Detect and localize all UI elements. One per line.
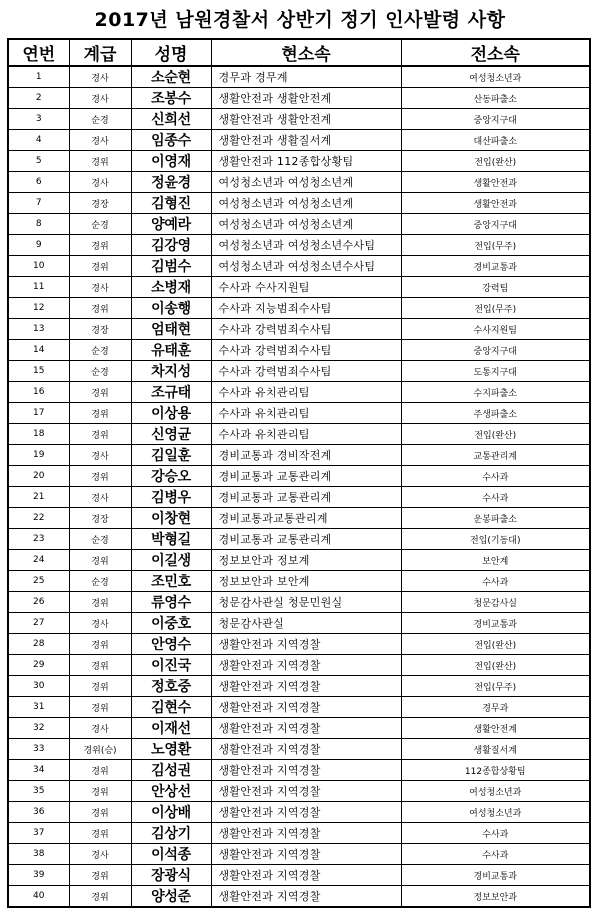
cell-rank: 경사 bbox=[69, 66, 131, 88]
table-row bbox=[8, 865, 590, 886]
cell-current: 생활안전과 지역경찰 bbox=[211, 718, 401, 739]
cell-previous: 수사과 bbox=[401, 823, 590, 844]
cell-rank: 순경 bbox=[69, 214, 131, 235]
cell-previous: 경비교통과 bbox=[401, 256, 590, 277]
cell-previous: 대산파출소 bbox=[401, 130, 590, 151]
cell-name: 조민호 bbox=[131, 571, 211, 592]
cell-rank: 경위 bbox=[69, 466, 131, 487]
table-row bbox=[8, 340, 590, 361]
cell-no: 18 bbox=[8, 424, 69, 445]
cell-previous: 생활질서계 bbox=[401, 739, 590, 760]
cell-current: 생활안전과 지역경찰 bbox=[211, 886, 401, 908]
cell-name: 엄태현 bbox=[131, 319, 211, 340]
table-row bbox=[8, 361, 590, 382]
cell-rank: 경사 bbox=[69, 844, 131, 865]
table-row bbox=[8, 193, 590, 214]
cell-previous: 수사과 bbox=[401, 487, 590, 508]
cell-no: 19 bbox=[8, 445, 69, 466]
cell-previous: 경무과 bbox=[401, 697, 590, 718]
cell-no: 8 bbox=[8, 214, 69, 235]
cell-rank: 경위 bbox=[69, 256, 131, 277]
table-row bbox=[8, 277, 590, 298]
cell-previous: 여성청소년과 bbox=[401, 66, 590, 88]
cell-rank: 경위 bbox=[69, 676, 131, 697]
cell-previous: 전입(완산) bbox=[401, 424, 590, 445]
cell-previous: 산동파출소 bbox=[401, 88, 590, 109]
cell-rank: 경사 bbox=[69, 613, 131, 634]
cell-no: 23 bbox=[8, 529, 69, 550]
cell-current: 생활안전과 지역경찰 bbox=[211, 865, 401, 886]
cell-no: 31 bbox=[8, 697, 69, 718]
table-row bbox=[8, 676, 590, 697]
cell-current: 여성청소년과 여성청소년수사팀 bbox=[211, 235, 401, 256]
cell-rank: 경위 bbox=[69, 151, 131, 172]
cell-rank: 경위 bbox=[69, 823, 131, 844]
cell-rank: 경위 bbox=[69, 760, 131, 781]
table-row bbox=[8, 781, 590, 802]
cell-current: 청문감사관실 청문민원실 bbox=[211, 592, 401, 613]
table-row bbox=[8, 298, 590, 319]
cell-rank: 경위 bbox=[69, 865, 131, 886]
cell-rank: 순경 bbox=[69, 361, 131, 382]
cell-name: 장광식 bbox=[131, 865, 211, 886]
cell-previous: 112종합상황팀 bbox=[401, 760, 590, 781]
cell-current: 여성청소년과 여성청소년계 bbox=[211, 214, 401, 235]
cell-no: 35 bbox=[8, 781, 69, 802]
table-header-row bbox=[8, 39, 590, 66]
cell-previous: 경비교통과 bbox=[401, 865, 590, 886]
cell-name: 소병재 bbox=[131, 277, 211, 298]
table-row bbox=[8, 445, 590, 466]
cell-rank: 경장 bbox=[69, 193, 131, 214]
table-row bbox=[8, 424, 590, 445]
cell-no: 6 bbox=[8, 172, 69, 193]
header-previous: 전소속 bbox=[401, 39, 590, 66]
cell-previous: 중앙지구대 bbox=[401, 340, 590, 361]
cell-rank: 경위 bbox=[69, 634, 131, 655]
cell-current: 생활안전과 지역경찰 bbox=[211, 760, 401, 781]
cell-no: 15 bbox=[8, 361, 69, 382]
cell-current: 생활안전과 지역경찰 bbox=[211, 634, 401, 655]
cell-current: 생활안전과 지역경찰 bbox=[211, 781, 401, 802]
cell-previous: 전입(무주) bbox=[401, 676, 590, 697]
cell-rank: 경장 bbox=[69, 319, 131, 340]
cell-no: 17 bbox=[8, 403, 69, 424]
cell-current: 생활안전과 112종합상황팀 bbox=[211, 151, 401, 172]
cell-rank: 경위 bbox=[69, 802, 131, 823]
cell-current: 경비교통과 교통관리계 bbox=[211, 487, 401, 508]
cell-rank: 경위 bbox=[69, 298, 131, 319]
cell-rank: 순경 bbox=[69, 109, 131, 130]
cell-no: 21 bbox=[8, 487, 69, 508]
cell-rank: 순경 bbox=[69, 571, 131, 592]
cell-name: 이송행 bbox=[131, 298, 211, 319]
cell-name: 양예라 bbox=[131, 214, 211, 235]
cell-no: 36 bbox=[8, 802, 69, 823]
cell-no: 9 bbox=[8, 235, 69, 256]
cell-no: 25 bbox=[8, 571, 69, 592]
cell-name: 김강영 bbox=[131, 235, 211, 256]
header-name: 성명 bbox=[131, 39, 211, 66]
cell-no: 5 bbox=[8, 151, 69, 172]
cell-name: 이영재 bbox=[131, 151, 211, 172]
cell-no: 14 bbox=[8, 340, 69, 361]
cell-previous: 운봉파출소 bbox=[401, 508, 590, 529]
cell-current: 경비교통과 경비작전계 bbox=[211, 445, 401, 466]
cell-rank: 경위 bbox=[69, 655, 131, 676]
cell-name: 신영균 bbox=[131, 424, 211, 445]
table-row bbox=[8, 319, 590, 340]
cell-current: 생활안전과 생활질서계 bbox=[211, 130, 401, 151]
table-row bbox=[8, 172, 590, 193]
cell-rank: 경사 bbox=[69, 445, 131, 466]
cell-previous: 수사과 bbox=[401, 844, 590, 865]
cell-rank: 경위 bbox=[69, 697, 131, 718]
cell-no: 7 bbox=[8, 193, 69, 214]
cell-current: 여성청소년과 여성청소년계 bbox=[211, 172, 401, 193]
table-row bbox=[8, 256, 590, 277]
cell-name: 김일훈 bbox=[131, 445, 211, 466]
cell-current: 생활안전과 생활안전계 bbox=[211, 88, 401, 109]
cell-rank: 경사 bbox=[69, 172, 131, 193]
table-row bbox=[8, 592, 590, 613]
table-row bbox=[8, 886, 590, 908]
cell-current: 수사과 유치관리팀 bbox=[211, 424, 401, 445]
cell-name: 김범수 bbox=[131, 256, 211, 277]
table-row bbox=[8, 718, 590, 739]
cell-no: 10 bbox=[8, 256, 69, 277]
personnel-table bbox=[7, 38, 591, 908]
cell-name: 정윤경 bbox=[131, 172, 211, 193]
cell-name: 안상선 bbox=[131, 781, 211, 802]
cell-current: 생활안전과 생활안전계 bbox=[211, 109, 401, 130]
cell-name: 안영수 bbox=[131, 634, 211, 655]
cell-no: 27 bbox=[8, 613, 69, 634]
cell-current: 생활안전과 지역경찰 bbox=[211, 676, 401, 697]
cell-rank: 순경 bbox=[69, 529, 131, 550]
cell-previous: 생활안전과 bbox=[401, 193, 590, 214]
table-row bbox=[8, 130, 590, 151]
table-row bbox=[8, 697, 590, 718]
cell-previous: 도통지구대 bbox=[401, 361, 590, 382]
cell-current: 수사과 강력범죄수사팀 bbox=[211, 340, 401, 361]
cell-previous: 생활안전계 bbox=[401, 718, 590, 739]
table-row bbox=[8, 655, 590, 676]
cell-current: 여성청소년과 여성청소년수사팀 bbox=[211, 256, 401, 277]
cell-previous: 전입(완산) bbox=[401, 151, 590, 172]
table-row bbox=[8, 760, 590, 781]
cell-name: 정호중 bbox=[131, 676, 211, 697]
table-row bbox=[8, 529, 590, 550]
cell-current: 생활안전과 지역경찰 bbox=[211, 844, 401, 865]
cell-no: 32 bbox=[8, 718, 69, 739]
table-row bbox=[8, 508, 590, 529]
cell-no: 30 bbox=[8, 676, 69, 697]
cell-name: 신희선 bbox=[131, 109, 211, 130]
cell-name: 김성권 bbox=[131, 760, 211, 781]
cell-previous: 수지파출소 bbox=[401, 382, 590, 403]
header-no: 연번 bbox=[8, 39, 69, 66]
cell-name: 이길생 bbox=[131, 550, 211, 571]
cell-name: 소순현 bbox=[131, 66, 211, 88]
table-row bbox=[8, 571, 590, 592]
cell-rank: 경사 bbox=[69, 487, 131, 508]
cell-rank: 경위(승) bbox=[69, 739, 131, 760]
table-row bbox=[8, 214, 590, 235]
table-row bbox=[8, 634, 590, 655]
cell-previous: 수사과 bbox=[401, 466, 590, 487]
cell-previous: 보안계 bbox=[401, 550, 590, 571]
cell-name: 이진국 bbox=[131, 655, 211, 676]
cell-rank: 경위 bbox=[69, 235, 131, 256]
table-row bbox=[8, 613, 590, 634]
cell-current: 경비교통과 교통관리계 bbox=[211, 466, 401, 487]
cell-no: 37 bbox=[8, 823, 69, 844]
cell-current: 생활안전과 지역경찰 bbox=[211, 802, 401, 823]
cell-rank: 경위 bbox=[69, 886, 131, 908]
cell-rank: 경사 bbox=[69, 277, 131, 298]
cell-current: 수사과 유치관리팀 bbox=[211, 382, 401, 403]
cell-no: 33 bbox=[8, 739, 69, 760]
cell-no: 11 bbox=[8, 277, 69, 298]
cell-current: 수사과 유치관리팀 bbox=[211, 403, 401, 424]
cell-name: 유태훈 bbox=[131, 340, 211, 361]
cell-previous: 전입(완산) bbox=[401, 655, 590, 676]
cell-rank: 순경 bbox=[69, 340, 131, 361]
cell-name: 김현수 bbox=[131, 697, 211, 718]
table-row bbox=[8, 66, 590, 88]
table-row bbox=[8, 151, 590, 172]
cell-previous: 전입(기동대) bbox=[401, 529, 590, 550]
cell-previous: 정보보안과 bbox=[401, 886, 590, 908]
cell-previous: 여성청소년과 bbox=[401, 781, 590, 802]
cell-no: 12 bbox=[8, 298, 69, 319]
cell-previous: 수사과 bbox=[401, 571, 590, 592]
header-rank: 계급 bbox=[69, 39, 131, 66]
cell-name: 김형진 bbox=[131, 193, 211, 214]
table-row bbox=[8, 235, 590, 256]
cell-name: 조규태 bbox=[131, 382, 211, 403]
cell-current: 정보보안과 정보계 bbox=[211, 550, 401, 571]
cell-current: 생활안전과 지역경찰 bbox=[211, 655, 401, 676]
cell-previous: 전입(무주) bbox=[401, 235, 590, 256]
cell-no: 2 bbox=[8, 88, 69, 109]
cell-previous: 경비교통과 bbox=[401, 613, 590, 634]
cell-current: 경비교통과 교통관리계 bbox=[211, 529, 401, 550]
cell-previous: 수사지원팀 bbox=[401, 319, 590, 340]
cell-name: 조봉수 bbox=[131, 88, 211, 109]
table-row bbox=[8, 844, 590, 865]
cell-no: 40 bbox=[8, 886, 69, 908]
cell-name: 양성준 bbox=[131, 886, 211, 908]
cell-name: 이중호 bbox=[131, 613, 211, 634]
cell-no: 24 bbox=[8, 550, 69, 571]
cell-no: 29 bbox=[8, 655, 69, 676]
table-row bbox=[8, 802, 590, 823]
cell-current: 생활안전과 지역경찰 bbox=[211, 823, 401, 844]
cell-previous: 중앙지구대 bbox=[401, 109, 590, 130]
cell-name: 노영환 bbox=[131, 739, 211, 760]
cell-name: 이창현 bbox=[131, 508, 211, 529]
cell-current: 경비교통과교통관리계 bbox=[211, 508, 401, 529]
table-row bbox=[8, 550, 590, 571]
cell-previous: 중앙지구대 bbox=[401, 214, 590, 235]
table-row bbox=[8, 382, 590, 403]
cell-no: 16 bbox=[8, 382, 69, 403]
table-row bbox=[8, 823, 590, 844]
cell-name: 이상배 bbox=[131, 802, 211, 823]
cell-current: 수사과 지능범죄수사팀 bbox=[211, 298, 401, 319]
cell-no: 38 bbox=[8, 844, 69, 865]
cell-current: 생활안전과 지역경찰 bbox=[211, 739, 401, 760]
cell-no: 34 bbox=[8, 760, 69, 781]
cell-rank: 경위 bbox=[69, 592, 131, 613]
document-title: 2017년 남원경찰서 상반기 정기 인사발령 사항 bbox=[94, 9, 506, 31]
cell-name: 이재선 bbox=[131, 718, 211, 739]
cell-previous: 교통관리계 bbox=[401, 445, 590, 466]
cell-current: 수사과 수사지원팀 bbox=[211, 277, 401, 298]
cell-rank: 경사 bbox=[69, 718, 131, 739]
cell-no: 22 bbox=[8, 508, 69, 529]
cell-name: 류영수 bbox=[131, 592, 211, 613]
cell-previous: 전입(무주) bbox=[401, 298, 590, 319]
cell-previous: 생활안전과 bbox=[401, 172, 590, 193]
cell-previous: 전입(완산) bbox=[401, 634, 590, 655]
table-row bbox=[8, 466, 590, 487]
cell-name: 이석종 bbox=[131, 844, 211, 865]
cell-name: 차지성 bbox=[131, 361, 211, 382]
table-body bbox=[8, 66, 590, 907]
table-row bbox=[8, 109, 590, 130]
cell-rank: 경위 bbox=[69, 382, 131, 403]
cell-rank: 경위 bbox=[69, 403, 131, 424]
cell-no: 4 bbox=[8, 130, 69, 151]
cell-name: 김상기 bbox=[131, 823, 211, 844]
cell-rank: 경위 bbox=[69, 550, 131, 571]
cell-current: 여성청소년과 여성청소년계 bbox=[211, 193, 401, 214]
table-row bbox=[8, 88, 590, 109]
cell-previous: 강력팀 bbox=[401, 277, 590, 298]
cell-current: 생활안전과 지역경찰 bbox=[211, 697, 401, 718]
cell-current: 청문감사관실 bbox=[211, 613, 401, 634]
cell-current: 경무과 경무계 bbox=[211, 66, 401, 88]
cell-no: 20 bbox=[8, 466, 69, 487]
cell-no: 1 bbox=[8, 66, 69, 88]
table-row bbox=[8, 403, 590, 424]
cell-no: 26 bbox=[8, 592, 69, 613]
cell-no: 13 bbox=[8, 319, 69, 340]
cell-previous: 여성청소년과 bbox=[401, 802, 590, 823]
cell-rank: 경장 bbox=[69, 508, 131, 529]
header-current: 현소속 bbox=[211, 39, 401, 66]
cell-previous: 청문감사실 bbox=[401, 592, 590, 613]
cell-rank: 경사 bbox=[69, 130, 131, 151]
table-row bbox=[8, 739, 590, 760]
cell-current: 정보보안과 보안계 bbox=[211, 571, 401, 592]
cell-rank: 경위 bbox=[69, 781, 131, 802]
cell-name: 강승오 bbox=[131, 466, 211, 487]
cell-name: 김병우 bbox=[131, 487, 211, 508]
cell-name: 이상용 bbox=[131, 403, 211, 424]
cell-name: 임종수 bbox=[131, 130, 211, 151]
table-row bbox=[8, 487, 590, 508]
cell-current: 수사과 강력범죄수사팀 bbox=[211, 361, 401, 382]
cell-rank: 경사 bbox=[69, 88, 131, 109]
cell-no: 39 bbox=[8, 865, 69, 886]
cell-rank: 경위 bbox=[69, 424, 131, 445]
cell-name: 박형길 bbox=[131, 529, 211, 550]
cell-previous: 주생파출소 bbox=[401, 403, 590, 424]
cell-no: 3 bbox=[8, 109, 69, 130]
cell-current: 수사과 강력범죄수사팀 bbox=[211, 319, 401, 340]
cell-no: 28 bbox=[8, 634, 69, 655]
